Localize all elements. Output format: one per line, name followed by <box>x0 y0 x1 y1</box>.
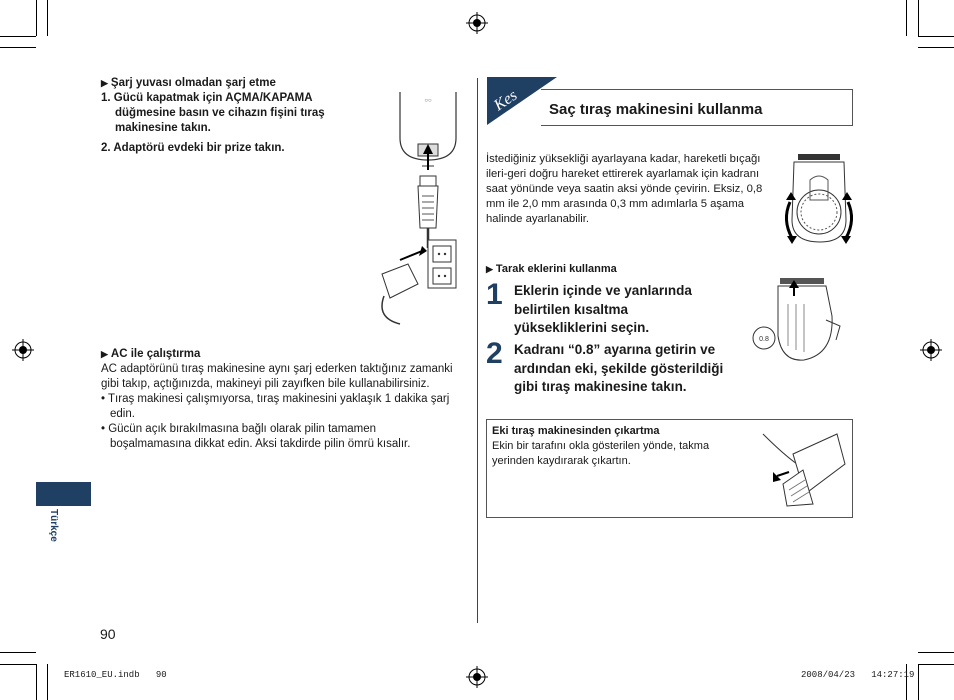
footer-timestamp: 2008/04/23 14:27:19 <box>801 670 915 680</box>
kes-label: Kes <box>491 86 521 115</box>
comb-attach-illustration-icon <box>752 276 852 366</box>
ac-text: AC adaptörünü tıraş makinesine aynı şarj ederken taktığınız zamanki gibi takıp, açtığınızda, makineyi pili zayıfken bile kullanabilirsiniz. <box>101 363 453 390</box>
section-title: Saç tıraş makinesini kullanma <box>549 101 763 118</box>
crop-mark <box>918 36 954 37</box>
charging-illustration-icon <box>370 88 470 338</box>
charge-step-1: 1. Gücü kapatmak için AÇMA/KAPAMA düğmesine basın ve cihazın fişini tıraş makinesine takın. <box>101 92 325 134</box>
crop-mark <box>0 36 36 37</box>
remove-box <box>486 419 853 518</box>
remove-box-text: Ekin bir tarafını okla gösterilen yönde, takma yerinden kaydırarak çıkartın. <box>492 440 710 467</box>
step-text: Kadranı “0.8” ayarına getirin ve ardından eki, şekilde gösterildiği gibi tıraş makinesine takın. <box>514 342 724 394</box>
crop-mark <box>36 664 37 700</box>
triangle-bullet-icon: ▶ <box>486 264 493 274</box>
crop-mark <box>36 0 37 36</box>
crop-mark <box>0 47 36 48</box>
crop-mark <box>0 664 36 665</box>
dial-label: 0.8 <box>759 336 769 343</box>
column-divider <box>477 78 478 623</box>
triangle-bullet-icon: ▶ <box>101 349 108 359</box>
registration-mark-icon <box>12 339 34 361</box>
remove-attachment-illustration-icon <box>753 424 851 514</box>
charge-section <box>101 76 361 156</box>
registration-mark-icon <box>466 12 488 34</box>
step-text: Eklerin içinde ve yanlarında belirtilen kısaltma yüksekliklerini seçin. <box>514 283 692 335</box>
charge-title: ▶ Şarj yuvası olmadan şarj etme <box>101 77 276 89</box>
remove-box-title: Eki tıraş makinesinden çıkartma <box>492 425 660 437</box>
crop-mark <box>0 652 36 653</box>
crop-mark <box>906 0 907 36</box>
footer-file: ER1610_EU.indb 90 <box>64 670 167 680</box>
charge-step-2: 2. Adaptörü evdeki bir prize takın. <box>101 142 285 154</box>
comb-title: ▶ Tarak eklerini kullanma <box>486 263 617 275</box>
crop-mark <box>918 664 919 700</box>
ac-title: ▶ AC ile çalıştırma <box>101 348 201 360</box>
page-number: 90 <box>100 626 116 642</box>
ac-bullet-2: • Gücün açık bırakılmasına bağlı olarak pilin tamamen boşalmamasına dikkat edin. Aksi takdirde pilin ömrü kısalır. <box>101 423 411 450</box>
intro-text: İstediğiniz yüksekliği ayarlayana kadar, hareketli bıçağı ileri-geri doğru hareket ettirerek ayarlamak için kadranı saat yönünde veya saatin aksi yönde çevirin. Eksiz, 0,8 mm ile 2,0 mm arasında 0,3 mm adımlarla 5 aşama halinde ayarlanabilir. <box>486 153 763 225</box>
step-number: 2 <box>486 337 503 370</box>
side-tab-label: Türkçe <box>48 509 59 542</box>
registration-mark-icon <box>466 666 488 688</box>
triangle-bullet-icon: ▶ <box>101 78 108 88</box>
ac-section <box>101 347 456 452</box>
crop-mark <box>47 0 48 36</box>
crop-mark <box>47 664 48 700</box>
language-tab <box>36 482 91 506</box>
dial-illustration-icon <box>780 150 858 250</box>
svg-text:○○: ○○ <box>424 98 432 104</box>
crop-mark <box>918 664 954 665</box>
registration-mark-icon <box>920 339 942 361</box>
crop-mark <box>918 652 954 653</box>
crop-mark <box>918 47 954 48</box>
step-number: 1 <box>486 278 503 311</box>
crop-mark <box>918 0 919 36</box>
ac-bullet-1: • Tıraş makinesi çalışmıyorsa, tıraş makinesini yaklaşık 1 dakika şarj edin. <box>101 393 450 420</box>
